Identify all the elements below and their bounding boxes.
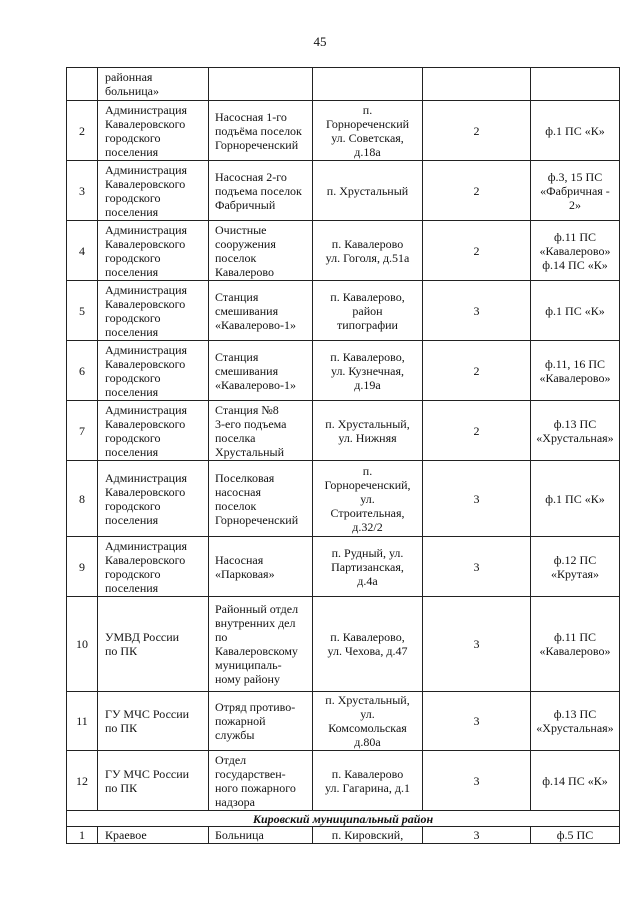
cell-category: 2 — [423, 101, 531, 161]
cell-feeder: ф.1 ПС «К» — [531, 281, 620, 341]
cell-number: 2 — [67, 101, 98, 161]
cell-feeder: ф.5 ПС — [531, 827, 620, 844]
cell-feeder: ф.14 ПС «К» — [531, 751, 620, 811]
cell-address: п. Горнореченский, ул. Строительная, д.32/2 — [313, 461, 423, 537]
cell-number: 12 — [67, 751, 98, 811]
cell-address: п. Хрустальный, ул. Нижняя — [313, 401, 423, 461]
cell-address: п. Рудный, ул. Партизанская, д.4а — [313, 537, 423, 597]
cell-address: п. Хрустальный — [313, 161, 423, 221]
table-row — [67, 537, 620, 597]
cell-number: 10 — [67, 597, 98, 692]
cell-organization: Администрация Кавалеровского городского поселения — [98, 341, 209, 401]
cell-feeder: ф.13 ПС «Хрустальная» — [531, 401, 620, 461]
cell-address: п. Кировский, — [313, 827, 423, 844]
cell-object: Больница — [209, 827, 313, 844]
table-row — [67, 281, 620, 341]
table-row — [67, 461, 620, 537]
cell-category — [423, 68, 531, 101]
cell-object: Очистные сооружения поселок Кавалерово — [209, 221, 313, 281]
cell-category: 2 — [423, 341, 531, 401]
table-row — [67, 341, 620, 401]
section-title: Кировский муниципальный район — [67, 811, 620, 827]
cell-category: 3 — [423, 751, 531, 811]
cell-address: п. Кавалерово ул. Гоголя, д.51а — [313, 221, 423, 281]
cell-number: 9 — [67, 537, 98, 597]
cell-feeder: ф.1 ПС «К» — [531, 101, 620, 161]
cell-feeder: ф.11 ПС «Кавалерово» — [531, 597, 620, 692]
table-row-partial — [67, 827, 620, 844]
cell-number: 7 — [67, 401, 98, 461]
cell-category: 3 — [423, 692, 531, 751]
cell-object: Поселковая насосная поселок Горнореченский — [209, 461, 313, 537]
table-row — [67, 401, 620, 461]
cell-organization: Администрация Кавалеровского городского поселения — [98, 401, 209, 461]
cell-object: Насосная 1-го подъёма поселок Горнореченский — [209, 101, 313, 161]
cell-category: 2 — [423, 161, 531, 221]
cell-organization: Администрация Кавалеровского городского поселения — [98, 101, 209, 161]
cell-number: 5 — [67, 281, 98, 341]
cell-organization: ГУ МЧС России по ПК — [98, 692, 209, 751]
cell-object: Станция №8 3-его подъема поселка Хрустальный — [209, 401, 313, 461]
cell-organization: УМВД России по ПК — [98, 597, 209, 692]
cell-category: 3 — [423, 461, 531, 537]
cell-number: 8 — [67, 461, 98, 537]
cell-number: 1 — [67, 827, 98, 844]
cell-category: 3 — [423, 827, 531, 844]
cell-number: 11 — [67, 692, 98, 751]
cell-object: Станция смешивания «Кавалерово-1» — [209, 341, 313, 401]
cell-address: п. Кавалерово, район типографии — [313, 281, 423, 341]
cell-number: 3 — [67, 161, 98, 221]
cell-organization: Администрация Кавалеровского городского поселения — [98, 161, 209, 221]
table-row — [67, 751, 620, 811]
cell-category: 2 — [423, 221, 531, 281]
cell-organization: районная больница» — [98, 68, 209, 101]
cell-organization: Администрация Кавалеровского городского поселения — [98, 281, 209, 341]
cell-object: Отдел государствен- ного пожарного надзора — [209, 751, 313, 811]
cell-object: Станция смешивания «Кавалерово-1» — [209, 281, 313, 341]
cell-category: 2 — [423, 401, 531, 461]
cell-category: 3 — [423, 537, 531, 597]
cell-address: п. Кавалерово, ул. Чехова, д.47 — [313, 597, 423, 692]
cell-object: Насосная 2-го подъема поселок Фабричный — [209, 161, 313, 221]
cell-organization: Администрация Кавалеровского городского поселения — [98, 537, 209, 597]
table-row — [67, 161, 620, 221]
cell-address: п. Кавалерово ул. Гагарина, д.1 — [313, 751, 423, 811]
facilities-table-body — [67, 68, 620, 844]
table-row — [67, 101, 620, 161]
cell-feeder: ф.11, 16 ПС «Кавалерово» — [531, 341, 620, 401]
table-row — [67, 597, 620, 692]
table-row-continuation — [67, 68, 620, 101]
cell-organization: Краевое — [98, 827, 209, 844]
table-row — [67, 692, 620, 751]
cell-feeder: ф.3, 15 ПС «Фабричная - 2» — [531, 161, 620, 221]
cell-feeder: ф.11 ПС «Кавалерово» ф.14 ПС «К» — [531, 221, 620, 281]
cell-category: 3 — [423, 281, 531, 341]
cell-feeder: ф.12 ПС «Крутая» — [531, 537, 620, 597]
table-row — [67, 221, 620, 281]
cell-organization: Администрация Кавалеровского городского поселения — [98, 461, 209, 537]
cell-number — [67, 68, 98, 101]
cell-feeder — [531, 68, 620, 101]
cell-number: 4 — [67, 221, 98, 281]
cell-object — [209, 68, 313, 101]
cell-object: Насосная «Парковая» — [209, 537, 313, 597]
cell-address — [313, 68, 423, 101]
cell-address: п. Кавалерово, ул. Кузнечная, д.19а — [313, 341, 423, 401]
section-row — [67, 811, 620, 827]
facilities-table — [66, 67, 620, 844]
cell-address: п. Горнореченский ул. Советская, д.18а — [313, 101, 423, 161]
cell-category: 3 — [423, 597, 531, 692]
cell-feeder: ф.13 ПС «Хрустальная» — [531, 692, 620, 751]
cell-object: Отряд противо- пожарной службы — [209, 692, 313, 751]
page-number: 45 — [313, 34, 327, 49]
cell-organization: ГУ МЧС России по ПК — [98, 751, 209, 811]
cell-feeder: ф.1 ПС «К» — [531, 461, 620, 537]
cell-address: п. Хрустальный, ул. Комсомольская д.80а — [313, 692, 423, 751]
cell-number: 6 — [67, 341, 98, 401]
cell-organization: Администрация Кавалеровского городского поселения — [98, 221, 209, 281]
cell-object: Районный отдел внутренних дел по Кавалеровскому муниципаль- ному району — [209, 597, 313, 692]
